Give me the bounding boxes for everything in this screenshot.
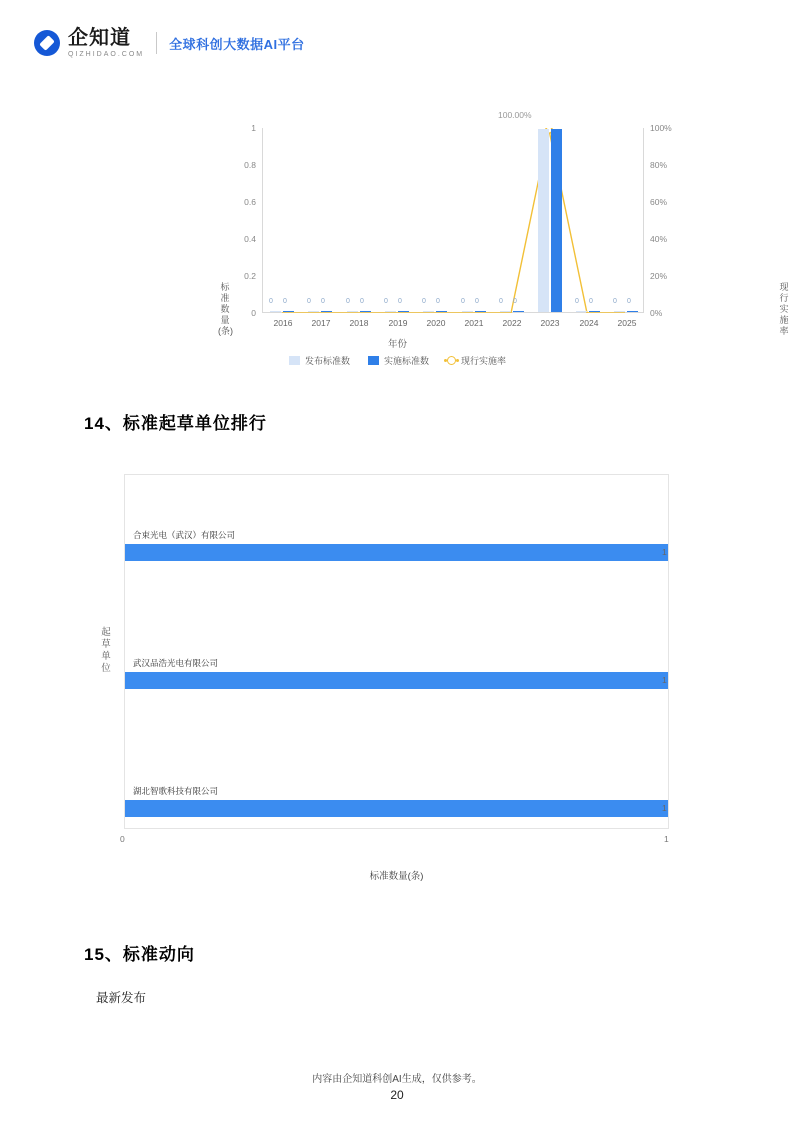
- chart1-ytick-left-0: 0: [251, 308, 256, 318]
- chart1-barlabel-implemented-2021: 0: [475, 298, 479, 305]
- chart1-bar-published-2023: [538, 129, 549, 312]
- chart1-ytick-left-5: 1: [251, 123, 256, 133]
- header-divider: [156, 32, 157, 54]
- logo-text: 企知道: [68, 27, 131, 49]
- chart1-xtick-2020: 2020: [426, 318, 446, 328]
- chart1-barlabel-implemented-2020: 0: [436, 298, 440, 305]
- chart1-bar-implemented-2020: [436, 311, 447, 312]
- chart1-bar-implemented-2019: [398, 311, 409, 312]
- chart1-ytick-right-1: 20%: [650, 271, 668, 281]
- brand-header: [34, 28, 305, 58]
- chart1-legend-label-implemented: 实施标准数: [383, 356, 429, 366]
- chart1-ytick-left-4: 0.8: [244, 160, 256, 170]
- chart1-ytick-right-0: 0%: [650, 308, 663, 318]
- chart1-legend-item-published[interactable]: [289, 354, 350, 367]
- chart1-bar-published-2020: [423, 311, 434, 312]
- chart2-plot-area: [124, 474, 669, 829]
- legend-swatch-implemented-icon: [368, 356, 379, 365]
- chart1-y-axis-right-label: 现行实施率: [779, 282, 789, 336]
- chart1-xtick-2023: 2023: [540, 318, 560, 328]
- chart1-barlabel-implemented-2022: 0: [513, 298, 517, 305]
- chart1-barlabel-published-2020: 0: [422, 298, 426, 305]
- footer-note: 内容由企知道科创AI生成，仅供参考。: [312, 1074, 482, 1085]
- chart1-ytick-left-2: 0.4: [244, 234, 256, 244]
- chart1-bar-implemented-2018: [360, 311, 371, 312]
- chart1-barlabel-published-2025: 0: [613, 298, 617, 305]
- chart1-legend-item-implemented[interactable]: [368, 354, 429, 367]
- chart2-category-label-0: 合束光电（武汉）有限公司: [133, 530, 236, 540]
- chart1-ytick-left-3: 0.6: [244, 197, 256, 207]
- chart1-barlabel-published-2016: 0: [269, 298, 273, 305]
- chart1-bar-implemented-2024: [589, 311, 600, 312]
- chart2-category-label-1: 武汉品浩光电有限公司: [133, 658, 219, 668]
- legend-swatch-published-icon: [289, 356, 300, 365]
- chart2-x-axis-label: 标准数量(条): [369, 871, 424, 882]
- section-title-14: 14、标准起草单位排行: [84, 414, 267, 433]
- chart1-bar-published-2021: [462, 311, 473, 312]
- chart1-x-axis-label: 年份: [387, 339, 407, 350]
- chart1-ytick-right-2: 40%: [650, 234, 668, 244]
- footer-page-number: 20: [390, 1088, 404, 1102]
- chart1-bar-implemented-2016: [283, 311, 294, 312]
- chart1-bar-published-2019: [385, 311, 396, 312]
- chart1-xtick-2017: 2017: [311, 318, 331, 328]
- chart1-bar-implemented-2025: [627, 311, 638, 312]
- section-title-15: 15、标准动向: [84, 945, 195, 964]
- chart2-bar-value-2: 1: [662, 803, 667, 813]
- chart1-barlabel-published-2017: 0: [307, 298, 311, 305]
- chart2-category-label-2: 湖北智歌科技有限公司: [133, 786, 219, 796]
- chart1-barlabel-published-2019: 0: [384, 298, 388, 305]
- chart1-xtick-2025: 2025: [617, 318, 637, 328]
- chart1-barlabel-published-2018: 0: [346, 298, 350, 305]
- chart1-xtick-2019: 2019: [388, 318, 408, 328]
- chart1-barlabel-implemented-2025: 0: [627, 298, 631, 305]
- chart1-plot-area: [262, 128, 644, 313]
- latest-release-label: 最新发布: [96, 991, 147, 1005]
- chart1-xtick-2018: 2018: [349, 318, 369, 328]
- chart1-legend-label-published: 发布标准数: [304, 356, 350, 366]
- chart1-xtick-2016: 2016: [273, 318, 293, 328]
- chart1-ytick-right-3: 60%: [650, 197, 668, 207]
- logo-subtext: QIZHIDAO.COM: [68, 51, 145, 58]
- chart1-barlabel-implemented-2016: 0: [283, 298, 287, 305]
- logo-tagline: 全球科创大数据AI平台: [169, 36, 305, 52]
- chart1-ytick-right-4: 80%: [650, 160, 668, 170]
- chart1-bar-implemented-2017: [321, 311, 332, 312]
- legend-swatch-rate-icon: [447, 356, 456, 365]
- chart1-xtick-2022: 2022: [502, 318, 522, 328]
- standards-by-year-chart: [110, 96, 789, 376]
- chart2-xtick-0: 0: [120, 834, 125, 844]
- chart1-barlabel-implemented-2018: 0: [360, 298, 364, 305]
- chart1-barlabel-implemented-2019: 0: [398, 298, 402, 305]
- chart2-bar-0: [125, 544, 668, 561]
- chart1-barlabel-published-2022: 0: [499, 298, 503, 305]
- chart1-ytick-left-1: 0.2: [244, 271, 256, 281]
- drafting-units-ranking-chart: [96, 462, 696, 902]
- chart1-legend: [110, 354, 685, 367]
- chart2-xtick-1: 1: [664, 834, 669, 844]
- chart1-rate-annotation-2023: 100.00%: [498, 110, 532, 120]
- chart2-bar-value-0: 1: [662, 547, 667, 557]
- chart2-bar-1: [125, 672, 668, 689]
- chart1-barlabel-published-2021: 0: [461, 298, 465, 305]
- chart2-bar-value-1: 1: [662, 675, 667, 685]
- chart1-bar-published-2025: [614, 311, 625, 312]
- chart1-bar-published-2024: [576, 311, 587, 312]
- chart2-bar-2: [125, 800, 668, 817]
- chart1-bar-implemented-2023: [551, 129, 562, 312]
- chart1-xtick-2021: 2021: [464, 318, 484, 328]
- chart1-barlabel-published-2024: 0: [575, 298, 579, 305]
- chart1-xtick-2024: 2024: [579, 318, 599, 328]
- company-logo-icon: [34, 30, 60, 56]
- chart1-bar-published-2022: [500, 311, 511, 312]
- chart1-bar-implemented-2021: [475, 311, 486, 312]
- chart1-ytick-right-5: 100%: [650, 123, 672, 133]
- logo-text-group: [68, 28, 144, 58]
- chart1-bar-published-2017: [308, 311, 319, 312]
- chart1-bar-published-2018: [347, 311, 358, 312]
- chart1-barlabel-implemented-2017: 0: [321, 298, 325, 305]
- chart1-bar-implemented-2022: [513, 311, 524, 312]
- chart1-y-axis-left-label: 标准数量(条): [218, 282, 233, 336]
- chart1-rate-line: [263, 128, 645, 313]
- chart2-y-axis-label: 起草单位: [101, 627, 111, 674]
- chart1-bar-published-2016: [270, 311, 281, 312]
- chart1-barlabel-implemented-2024: 0: [589, 298, 593, 305]
- chart1-legend-label-rate: 现行实施率: [461, 356, 507, 366]
- chart1-legend-item-rate[interactable]: [447, 354, 506, 367]
